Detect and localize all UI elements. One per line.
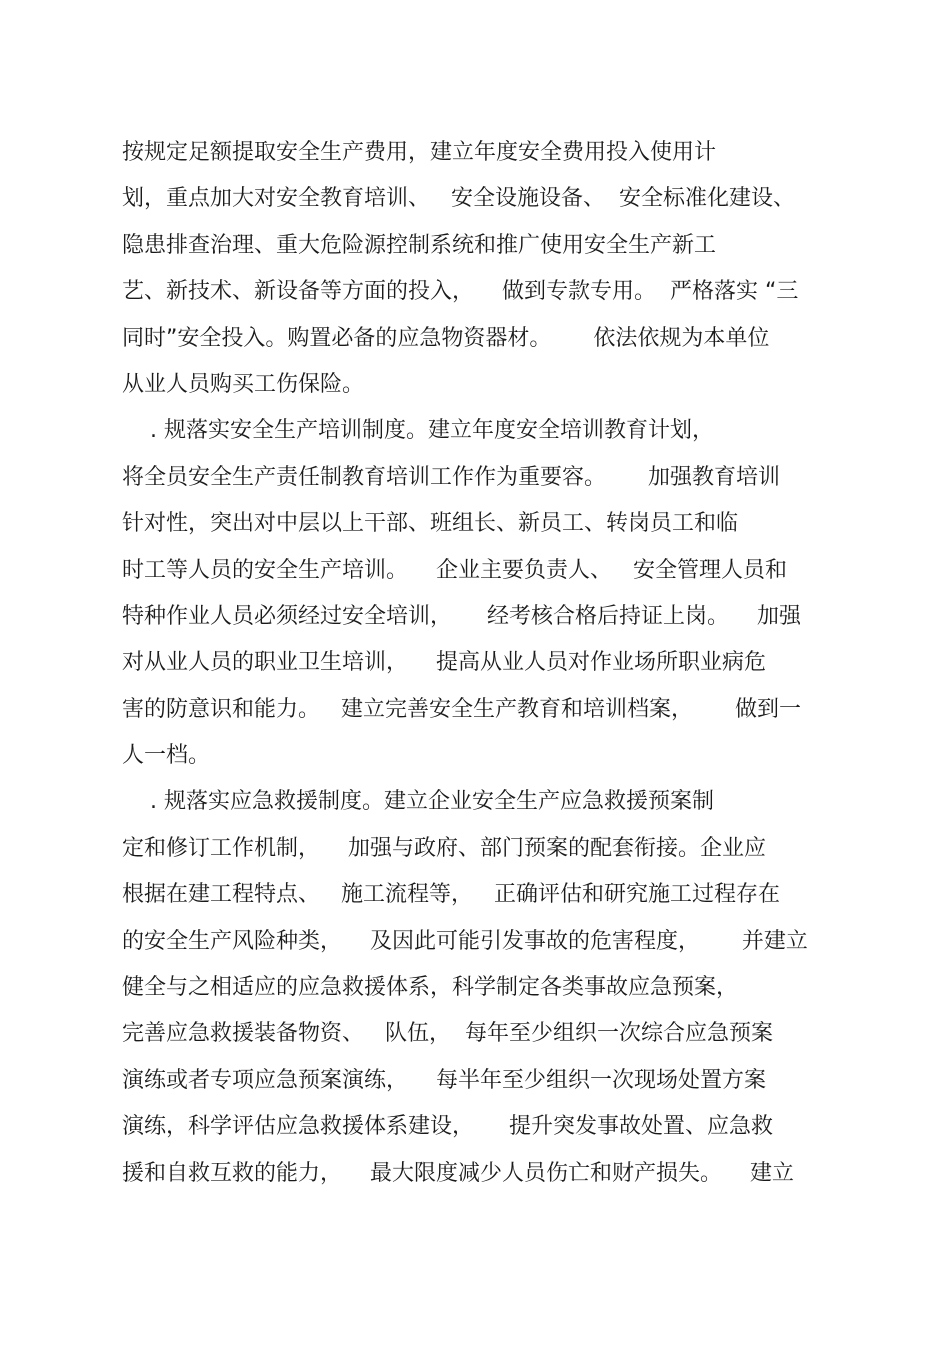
text-line: . 规落实应急救援制度。建立企业安全生产应急救援预案制 xyxy=(122,789,714,815)
text-line: 人一档。 xyxy=(122,743,211,769)
text-line: 定和修订工作机制， 加强与政府、部门预案的配套衔接。企业应 xyxy=(122,835,766,861)
text-line: 隐患排查治理、重大危险源控制系统和推广使用安全生产新工 xyxy=(122,232,717,258)
text-line: 特种作业人员必须经过安全培训， 经考核合格后持证上岗。 加强 xyxy=(122,603,801,629)
text-line: 的安全生产风险种类， 及因此可能引发事故的危害程度， 并建立 xyxy=(122,928,808,954)
text-line: 按规定足额提取安全生产费用，建立年度安全费用投入使用计 xyxy=(122,140,717,165)
text-line: 划，重点加大对安全教育培训、 安全设施设备、 安全标准化建设、 xyxy=(122,186,795,212)
text-line: 从业人员购买工伤保险。 xyxy=(122,371,365,397)
text-line: 演练，科学评估应急救援体系建设， 提升突发事故处置、应急救 xyxy=(122,1114,773,1140)
text-line: 演练或者专项应急预案演练， 每半年至少组织一次现场处置方案 xyxy=(122,1067,766,1093)
text-line: 对从业人员的职业卫生培训， 提高从业人员对作业场所职业病危 xyxy=(122,650,766,676)
text-line: 同时”安全投入。购置必备的应急物资器材。 依法依规为本单位 xyxy=(122,325,770,351)
text-line: 害的防意识和能力。 建立完善安全生产教育和培训档案， 做到一 xyxy=(122,696,801,722)
text-line: 艺、新技术、新设备等方面的投入， 做到专款专用。 严格落实 “三 xyxy=(122,279,799,305)
text-line: . 规落实安全生产培训制度。建立年度安全培训教育计划， xyxy=(122,418,714,444)
text-line: 将全员安全生产责任制教育培训工作作为重要容。 加强教育培训 xyxy=(122,464,780,490)
text-line: 援和自救互救的能力， 最大限度减少人员伤亡和财产损失。 建立 xyxy=(122,1160,794,1186)
text-line: 针对性，突出对中层以上干部、班组长、新员工、转岗员工和临 xyxy=(122,511,739,537)
text-line: 时工等人员的安全生产培训。 企业主要负责人、 安全管理人员和 xyxy=(122,557,787,583)
text-line: 完善应急救援装备物资、 队伍， 每年至少组织一次综合应急预案 xyxy=(122,1021,773,1047)
text-line: 根据在建工程特点、 施工流程等， 正确评估和研究施工过程存在 xyxy=(122,882,780,908)
body-text xyxy=(122,130,832,1197)
text-line: 健全与之相适应的应急救援体系，科学制定各类事故应急预案， xyxy=(122,975,739,1001)
